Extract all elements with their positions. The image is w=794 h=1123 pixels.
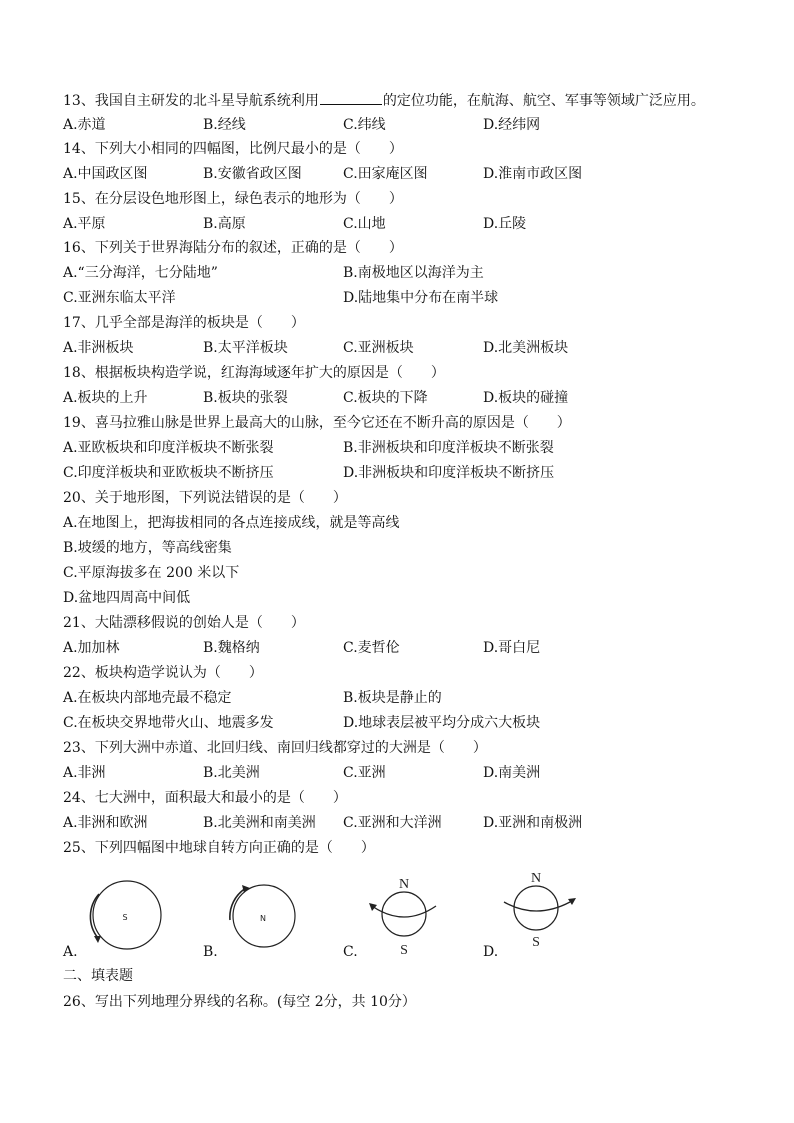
pole-label: N (260, 914, 266, 923)
option-a: A.中国政区图 (63, 166, 148, 182)
option-b: B.高原 (203, 216, 246, 232)
stem-text: 13、我国自主研发的北斗星导航系统利用 (63, 93, 319, 109)
option-d: D.丘陵 (483, 216, 527, 232)
question-16-stem: 16、下列关于世界海陆分布的叙述，正确的是（ ） (63, 240, 403, 256)
figure-d-side-view-diagram (500, 866, 580, 952)
earth-circle (514, 886, 558, 930)
option-d: D.淮南市政区图 (483, 166, 583, 182)
option-c: C.田家庵区图 (343, 166, 428, 182)
option-c: C.板块的下降 (343, 390, 428, 406)
north-label: N (398, 877, 410, 892)
stem-text: 的定位功能，在航海、航空、军事等领域广泛应用。 (382, 93, 705, 109)
question-24-stem: 24、七大洲中，面积最大和最小的是（ ） (63, 790, 347, 806)
figure-c-label: C. (343, 944, 358, 960)
option-c: C.亚洲东临太平洋 (63, 290, 176, 306)
option-c: C.亚洲 (343, 765, 386, 781)
option-c: C.平原海拔多在 200 米以下 (63, 565, 240, 581)
option-c: C.麦哲伦 (343, 640, 400, 656)
option-d: D.陆地集中分布在南半球 (343, 290, 499, 306)
question-26-stem: 26、写出下列地理分界线的名称。(每空 2分，共 10分） (63, 994, 416, 1010)
option-d: D.盆地四周高中间低 (63, 590, 191, 606)
option-a: A.板块的上升 (63, 390, 148, 406)
option-d: D.板块的碰撞 (483, 390, 569, 406)
figure-b-label: B. (203, 944, 218, 960)
option-a: A.“三分海洋，七分陆地” (63, 265, 218, 281)
option-d: D.非洲板块和印度洋板块不断挤压 (343, 465, 555, 481)
option-c: C.纬线 (343, 117, 386, 133)
option-b: B.太平洋板块 (203, 340, 288, 356)
option-a: A.在板块内部地壳最不稳定 (63, 690, 232, 706)
question-21-stem: 21、大陆漂移假说的创始人是（ ） (63, 615, 305, 631)
option-a: A.赤道 (63, 117, 106, 133)
option-a: A.加加林 (63, 640, 120, 656)
option-c: C.亚洲和大洋洲 (343, 815, 442, 831)
option-a: A.在地图上，把海拔相同的各点连接成线，就是等高线 (63, 515, 400, 531)
figure-a-label: A. (63, 944, 78, 960)
section-title: 二、填表题 (63, 968, 133, 984)
arrow-head (94, 936, 101, 943)
option-b: B.安徽省政区图 (203, 166, 302, 182)
option-c: C.山地 (343, 216, 386, 232)
question-22-stem: 22、板块构造学说认为（ ） (63, 665, 263, 681)
north-label: N (530, 871, 542, 886)
option-d: D.北美洲板块 (483, 340, 569, 356)
option-d: D.南美洲 (483, 765, 541, 781)
option-d: D.亚洲和南极洲 (483, 815, 583, 831)
option-b: B.魏格纳 (203, 640, 260, 656)
option-d: D.经纬网 (483, 117, 541, 133)
option-b: B.非洲板块和印度洋板块不断张裂 (343, 440, 554, 456)
arrow-head (369, 903, 377, 911)
option-a: A.非洲和欧洲 (63, 815, 148, 831)
option-c: C.印度洋板块和亚欧板块不断挤压 (63, 465, 274, 481)
option-a: A.亚欧板块和印度洋板块不断张裂 (63, 440, 274, 456)
south-label: S (400, 943, 408, 958)
figure-b-north-pole-diagram (222, 880, 302, 950)
question-25-stem: 25、下列四幅图中地球自转方向正确的是（ ） (63, 840, 375, 856)
option-b: B.北美洲和南美洲 (203, 815, 316, 831)
question-18-stem: 18、根据板块构造学说，红海海域逐年扩大的原因是（ ） (63, 365, 445, 381)
option-b: B.坡缓的地方，等高线密集 (63, 540, 232, 556)
option-d: D.哥白尼 (483, 640, 541, 656)
question-14-stem: 14、下列大小相同的四幅图，比例尺最小的是（ ） (63, 141, 403, 157)
figure-c-side-view-diagram (366, 872, 442, 958)
option-b: B.板块的张裂 (203, 390, 288, 406)
figure-a-south-pole-diagram (84, 880, 170, 950)
question-19-stem: 19、喜马拉雅山脉是世界上最高大的山脉，至今它还在不断升高的原因是（ ） (63, 415, 571, 431)
question-20-stem: 20、关于地形图，下列说法错误的是（ ） (63, 490, 347, 506)
option-b: B.南极地区以海洋为主 (343, 265, 484, 281)
option-c: C.在板块交界地带火山、地震多发 (63, 715, 274, 731)
question-23-stem: 23、下列大洲中赤道、北回归线、南回归线都穿过的大洲是（ ） (63, 740, 487, 756)
option-b: B.北美洲 (203, 765, 260, 781)
question-13-stem (63, 90, 705, 111)
answer-blank (320, 90, 382, 105)
option-a: A.非洲板块 (63, 340, 134, 356)
option-a: A.平原 (63, 216, 106, 232)
option-b: B.板块是静止的 (343, 690, 442, 706)
pole-label: S (122, 913, 128, 922)
figure-d-label: D. (483, 944, 499, 960)
option-b: B.经线 (203, 117, 246, 133)
option-a: A.非洲 (63, 765, 106, 781)
south-label: S (532, 935, 540, 950)
question-17-stem: 17、几乎全部是海洋的板块是（ ） (63, 315, 305, 331)
question-15-stem: 15、在分层设色地形图上，绿色表示的地形为（ ） (63, 191, 403, 207)
arrow-head (568, 898, 576, 905)
option-d: D.地球表层被平均分成六大板块 (343, 715, 541, 731)
option-c: C.亚洲板块 (343, 340, 414, 356)
